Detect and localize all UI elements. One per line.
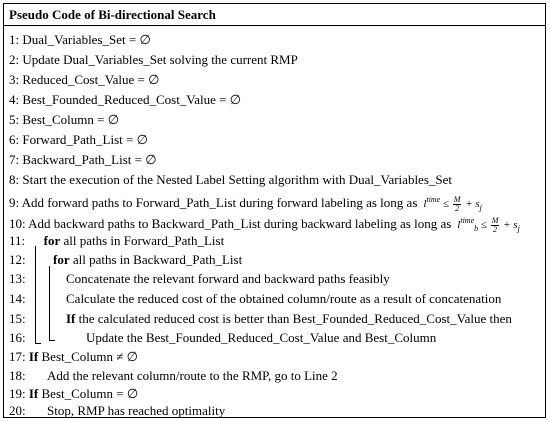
line-text: Backward_Path_List = ∅ [22,152,157,167]
code-line-12 [9,252,26,268]
line-number: 19: [9,386,26,401]
code-line-1 [9,32,151,48]
line-text: Reduced_Cost_Value = ∅ [22,72,160,87]
code-line-11 [9,233,224,249]
line-number: 14: [9,291,26,306]
code-line-9 [9,190,482,213]
line-number: 8: [9,172,20,187]
code-line-4 [9,92,241,108]
code-line-12-body [53,252,242,268]
line-number: 6: [9,132,20,147]
line-text: Add forward paths to Forward_Path_List during forward labeling as long as [21,195,418,210]
keyword-for: for [53,252,70,267]
code-line-6 [9,132,148,148]
line-text: Best_Column ≠ ∅ [41,349,138,364]
keyword-if: If [28,349,39,364]
line-number: 15: [9,311,26,326]
line-number: 4: [9,92,20,107]
time-condition-backward: $l^{time}_b$ ≤ $\frac{M}{2}$ + $s_j$ [457,215,520,234]
line-number: 7: [9,152,20,167]
code-line-8 [9,172,452,188]
line-number: 13: [9,271,26,286]
code-line-20-body [47,403,225,419]
code-line-15 [9,311,26,327]
code-line-13-body [66,271,390,287]
line-text: Forward_Path_List = ∅ [22,132,148,147]
line-number: 20: [9,403,26,418]
line-text: Add the relevant column/route to the RMP, go to Line 2 [47,368,338,383]
line-text: Best_Column = ∅ [41,386,139,401]
time-condition-forward: $l^{time}$ ≤ $\frac{M}{2}$ + $s_j$ [423,194,482,213]
code-line-3 [9,72,159,88]
line-text: all paths in Forward_Path_List [63,233,225,248]
code-line-18 [9,368,26,384]
inner-loop-bracket-foot [49,340,55,341]
line-text: Start the execution of the Nested Label Setting algorithm with Dual_Variables_Set [22,172,452,187]
outer-loop-bracket-foot [35,343,41,344]
code-line-2 [9,52,298,68]
outer-loop-bracket [35,246,36,344]
pseudo-code-table [3,3,546,418]
code-line-15-body [66,311,512,327]
line-text: Update Dual_Variables_Set solving the current RMP [22,52,298,67]
line-number: 18: [9,368,26,383]
code-line-10 [9,211,520,234]
keyword-if: If [66,311,76,326]
code-line-19 [9,386,138,402]
code-line-20 [9,403,26,419]
line-number: 10: [9,216,26,231]
keyword-if: If [28,386,39,401]
title-row [4,4,545,26]
line-number: 12: [9,252,26,267]
code-line-5 [9,112,119,128]
keyword-for: for [43,233,61,248]
line-number: 3: [9,72,20,87]
line-number: 5: [9,112,20,127]
code-line-16-body [86,330,436,346]
line-text: Calculate the reduced cost of the obtained column/route as a result of concatenation [66,291,502,306]
line-text: all paths in Backward_Path_List [72,252,243,267]
table-title: Pseudo Code of Bi-directional Search [9,7,216,22]
code-line-13 [9,271,26,287]
line-text: the calculated reduced cost is better than Best_Founded_Reduced_Cost_Value then [78,311,512,326]
line-text: Update the Best_Founded_Reduced_Cost_Value and Best_Column [86,330,437,345]
code-line-16 [9,330,26,346]
line-text: Best_Founded_Reduced_Cost_Value = ∅ [22,92,242,107]
line-number: 9: [9,195,20,210]
code-line-7 [9,152,157,168]
code-line-18-body [47,368,338,384]
line-number: 16: [9,330,26,345]
line-number: 1: [9,32,20,47]
inner-loop-bracket [49,266,50,341]
line-number: 11: [9,233,26,248]
line-text: Stop, RMP has reached optimality [47,403,226,418]
line-text: Concatenate the relevant forward and backward paths feasibly [66,271,390,286]
code-line-14 [9,291,26,307]
line-number: 2: [9,52,20,67]
code-line-17 [9,349,138,365]
line-text: Dual_Variables_Set = ∅ [22,32,151,47]
line-text: Add backward paths to Backward_Path_List during backward labeling as long as [28,216,452,231]
code-line-14-body [66,291,501,307]
line-text: Best_Column = ∅ [22,112,120,127]
line-number: 17: [9,349,26,364]
